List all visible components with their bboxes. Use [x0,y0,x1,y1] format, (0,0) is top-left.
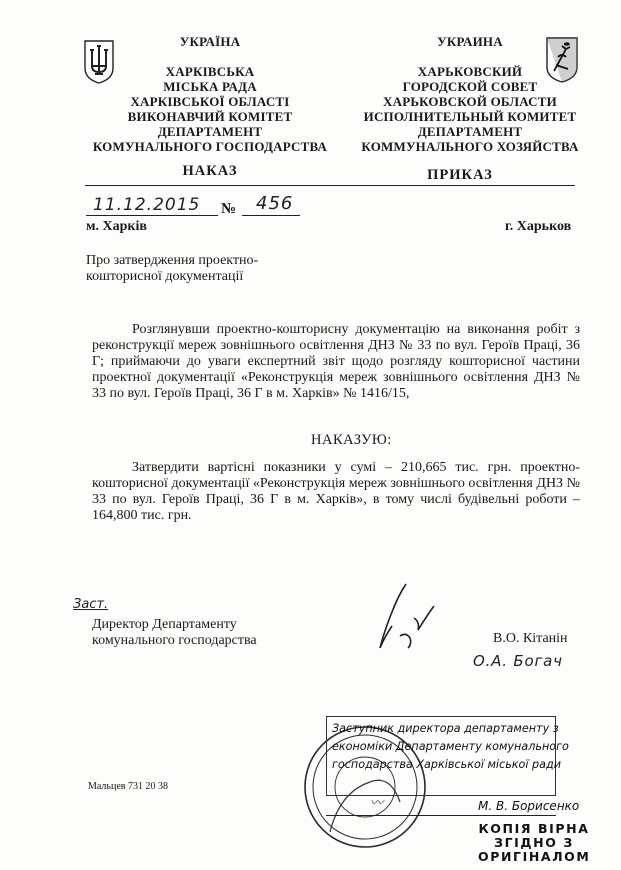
date-underline [86,215,218,216]
preamble-paragraph: Розглянувши проектно-кошторисну документацію на виконання робіт з реконструкції мереж зовнішнього освітлення ДНЗ № 33 по вул. Героїв Праці, 36 Г; приймаючи до уваги експертний звіт щодо розгляду кошторисної частини проектної документації «Реконструкція мереж зовнішнього освітлення ДНЗ № 33 по вул. Героїв Праці, 36 Г в м. Харків» № 1416/15, [92,322,580,401]
subject-line: кошторисної документації [86,269,244,284]
order-subject [86,253,258,285]
certification-line: економіки Департаменту комунального [332,740,569,753]
doc-type-ua: НАКАЗ [182,163,238,179]
position-line: Директор Департаменту [92,617,237,632]
header-ru-lines [335,64,605,154]
director-signature-icon [362,578,452,658]
city-ru: г. Харьков [505,219,572,234]
order-date: 11.12.2015 [93,195,201,215]
header-ua-line: ВИКОНАВЧИЙ КОМІТЕТ [127,109,293,124]
copy-mark-line: КОПІЯ ВІРНА [478,821,590,836]
header-ua-line: КОМУНАЛЬНОГО ГОСПОДАРСТВА [92,139,328,154]
signatory-name: В.О. Кітанін [493,631,568,646]
city-ua: м. Харків [86,219,147,234]
doc-type-ru: ПРИКАЗ [427,167,493,183]
deputy-handwritten-prefix: Заст. [73,597,109,612]
subject-line: Про затвердження проектно- [86,253,259,268]
position-line: комунального господарства [92,633,257,648]
certifier-signature-scribble: 〰 [370,796,384,811]
handwritten-deputy-name: О.А. Богач [473,652,563,670]
number-sign: № [221,201,237,217]
header-ru-line: ИСПОЛНИТЕЛЬНЫЙ КОМИТЕТ [363,109,577,124]
copy-certified-mark [478,822,590,864]
header-ru-line: КОММУНАЛЬНОГО ХОЗЯЙСТВА [361,139,579,154]
copy-mark-line: ОРИГІНАЛОМ [478,849,591,864]
header-ru-line: ХАРЬКОВСКИЙ [417,64,523,79]
number-underline [242,215,300,216]
order-number: 456 [256,193,294,214]
header-ua-line: МІСЬКА РАДА [163,79,257,94]
copy-mark-line: ЗГІДНО З [494,835,574,850]
header-ru-line: ДЕПАРТАМЕНТ [417,124,523,139]
header-ru-line: ХАРЬКОВСКОЙ ОБЛАСТИ [383,94,557,109]
header-ua-country: УКРАЇНА [179,34,241,49]
header-ua-line: ХАРКІВСЬКА [165,64,255,79]
certification-line: Заступник директора департаменту з [332,722,559,735]
certification-signer: М. В. Борисенко [478,799,580,813]
order-word: НАКАЗУЮ: [311,432,392,448]
certification-lines [332,720,569,774]
header-ua-line: ХАРКІВСЬКОЇ ОБЛАСТІ [130,94,290,109]
decision-paragraph: Затвердити вартісні показники у сумі – 210,665 тис. грн. проектно-кошторисної документації «Реконструкція мереж зовнішнього освітлення ДНЗ № 33 по вул. Героїв Праці, 36 Г в м. Харків», в тому числі будівельні роботи – 164,800 тис. грн. [92,460,580,523]
executor-contact: Мальцев 731 20 38 [88,781,168,792]
certification-line: господарства Харківської міської ради [332,758,562,771]
header-ua-line: ДЕПАРТАМЕНТ [157,124,263,139]
signatory-position [92,617,257,649]
header-divider [85,185,575,186]
certifier-underline [326,815,556,816]
header-ru-country: УКРАИНА [437,34,503,49]
header-ua-lines [75,64,345,154]
header-ru-line: ГОРОДСКОЙ СОВЕТ [402,79,538,94]
